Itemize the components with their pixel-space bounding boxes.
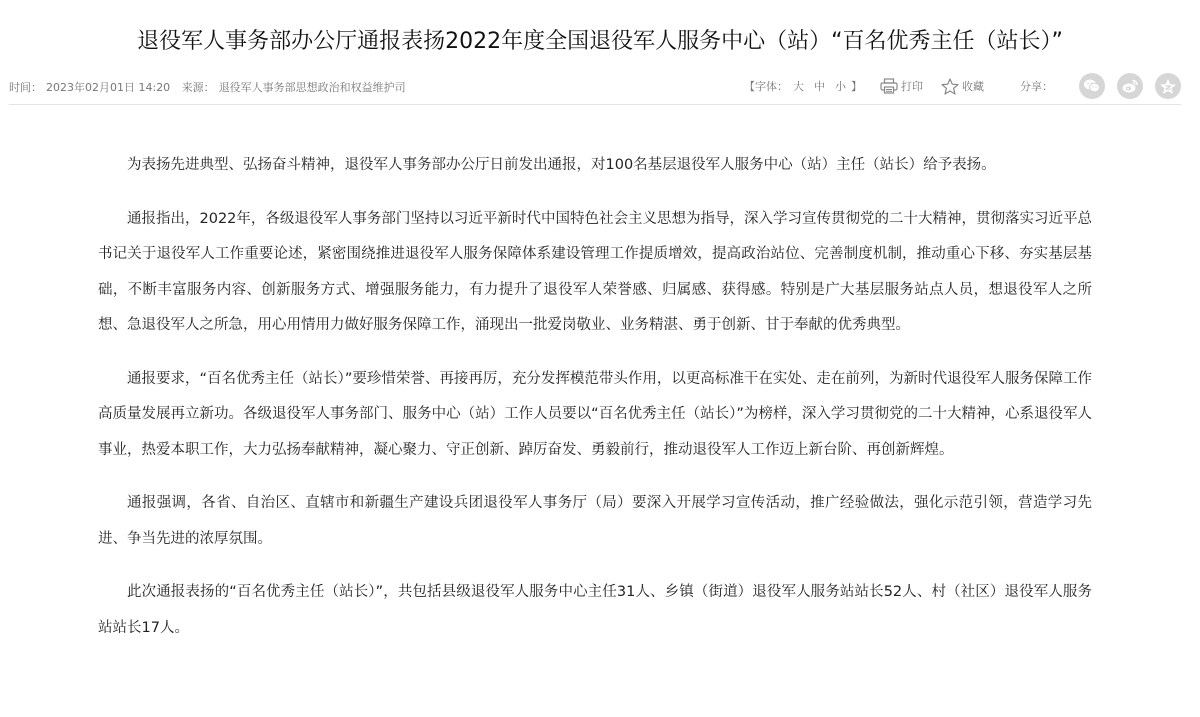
publish-time-value: 2023年02月01日 14:20 xyxy=(46,81,171,94)
font-size-control xyxy=(744,78,862,94)
publish-time-label: 时间： xyxy=(9,81,42,94)
article-tools xyxy=(744,72,1181,100)
share-label: 分享： xyxy=(1020,80,1053,93)
font-size-large[interactable]: 大 xyxy=(793,80,804,93)
paragraph: 通报指出，2022年，各级退役军人事务部门坚持以习近平新时代中国特色社会主义思想为指导，深入学习宣传贯彻党的二十大精神，贯彻落实习近平总书记关于退役军人工作重要论述，紧密围绕推进退役军人服务保障体系建设管理工作提质增效，提高政治站位、完善制度机制，推动重心下移、夯实基层基础，不断丰富服务内容、创新服务方式、增强服务能力，有力提升了退役军人荣誉感、归属感、获得感。特别是广大基层服务站点人员，想退役军人之所想、急退役军人之所急，用心用情用力做好服务保障工作，涌现出一批爱岗敬业、业务精湛、勇于创新、甘于奉献的优秀典型。 xyxy=(98,210,1092,333)
share-weibo-button[interactable] xyxy=(1117,73,1143,99)
font-size-prefix: 【字体： xyxy=(744,80,788,93)
print-button[interactable] xyxy=(880,78,923,94)
meta-bar xyxy=(9,72,1181,105)
article-source-value: 退役军人事务部思想政治和权益维护司 xyxy=(218,81,406,94)
paragraph: 为表扬先进典型、弘扬奋斗精神，退役军人事务部办公厅日前发出通报，对100名基层退役军人服务中心（站）主任（站长）给予表扬。 xyxy=(127,157,996,173)
publish-time xyxy=(9,81,174,94)
article-source xyxy=(182,81,410,94)
paragraph: 通报强调，各省、自治区、直辖市和新疆生产建设兵团退役军人事务厅（局）要深入开展学习宣传活动，推广经验做法，强化示范引领，营造学习先进、争当先进的浓厚氛围。 xyxy=(98,495,1092,547)
font-size-suffix: 】 xyxy=(851,80,862,93)
paragraph: 此次通报表扬的“百名优秀主任（站长）”，共包括县级退役军人服务中心主任31人、乡镇（街道）退役军人服务站站长52人、村（社区）退役军人服务站站长17人。 xyxy=(98,584,1092,636)
star-icon xyxy=(941,78,959,95)
favorite-button[interactable] xyxy=(941,78,984,95)
share-qzone-button[interactable] xyxy=(1155,73,1181,99)
share-wechat-button[interactable] xyxy=(1079,73,1105,99)
wechat-icon xyxy=(1083,78,1101,94)
article-title: 退役军人事务部办公厅通报表扬2022年度全国退役军人服务中心（站）“百名优秀主任（站长）” xyxy=(137,29,1063,54)
favorite-label: 收藏 xyxy=(962,80,984,93)
weibo-icon xyxy=(1121,78,1139,94)
printer-icon xyxy=(880,78,898,94)
article-body xyxy=(98,148,1092,664)
print-label: 打印 xyxy=(901,80,923,93)
qzone-icon xyxy=(1159,78,1177,95)
article-source-label: 来源： xyxy=(181,81,215,94)
paragraph: 通报要求，“百名优秀主任（站长）”要珍惜荣誉、再接再厉，充分发挥模范带头作用，以更高标准干在实处、走在前列，为新时代退役军人服务保障工作高质量发展再立新功。各级退役军人事务部门、服务中心（站）工作人员要以“百名优秀主任（站长）”为榜样，深入学习贯彻党的二十大精神，心系退役军人事业，热爱本职工作，大力弘扬奉献精神，凝心聚力、守正创新、踔厉奋发、勇毅前行，推动退役军人工作迈上新台阶、再创新辉煌。 xyxy=(98,370,1092,458)
font-size-medium[interactable]: 中 xyxy=(814,80,825,93)
font-size-small[interactable]: 小 xyxy=(835,80,846,93)
article-meta xyxy=(9,80,414,96)
